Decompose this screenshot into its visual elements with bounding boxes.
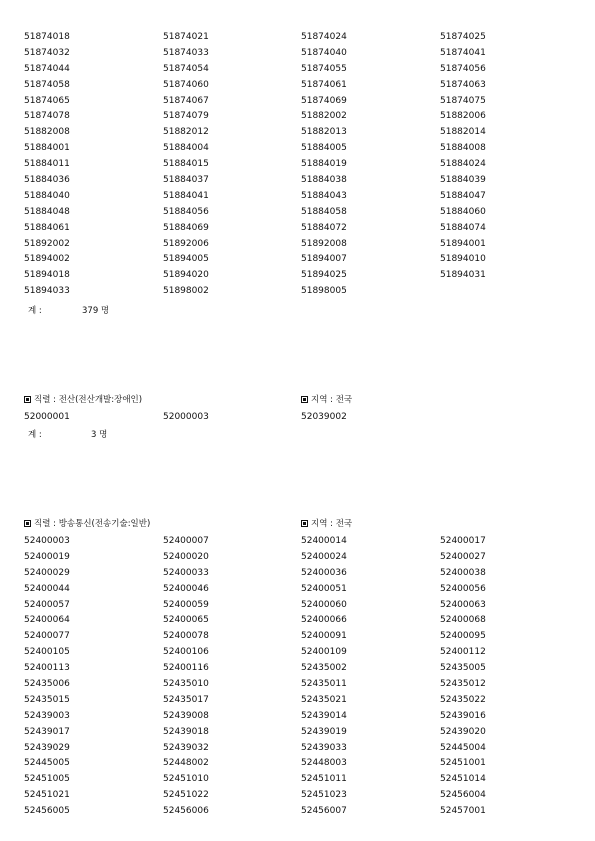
exam-number-cell: 51894010 [440, 254, 486, 265]
exam-number-cell: 51884036 [24, 175, 70, 186]
exam-number-cell: 51884058 [301, 206, 347, 217]
exam-number-cell: 51892002 [24, 238, 70, 249]
region-label: 지역 : 전국 [311, 395, 353, 405]
exam-number-cell: 52400020 [163, 551, 209, 562]
exam-number-cell: 51884069 [163, 222, 209, 233]
exam-number-cell: 52439032 [163, 742, 209, 753]
exam-number-cell: 51884004 [163, 143, 209, 154]
exam-number-cell: 51892006 [163, 238, 209, 249]
exam-number-cell: 52448003 [301, 758, 347, 769]
exam-number-cell: 52400116 [163, 663, 209, 674]
exam-number-cell: 52435022 [440, 694, 486, 705]
exam-number-cell: 52400038 [440, 567, 486, 578]
exam-number-cell: 51874056 [440, 63, 486, 74]
exam-number-cell: 52451010 [163, 774, 209, 785]
exam-number-cell: 52400003 [24, 536, 70, 546]
section2-header [24, 393, 564, 407]
exam-number-cell: 52456007 [301, 806, 347, 817]
exam-number-cell: 52435012 [440, 679, 486, 690]
exam-number-cell: 52435006 [24, 679, 70, 690]
exam-number-cell: 51894025 [301, 270, 347, 281]
exam-number-cell: 52439008 [163, 710, 209, 721]
exam-number-cell: 52400033 [163, 567, 209, 578]
exam-number-cell: 52400027 [440, 551, 486, 562]
exam-number-cell: 52435021 [301, 694, 347, 705]
job-label-cell [24, 393, 142, 407]
exam-number-cell: 51884015 [163, 159, 209, 170]
exam-number-cell: 51884008 [440, 143, 486, 154]
region-label-cell [301, 393, 352, 407]
exam-number-cell: 51884038 [301, 175, 347, 186]
exam-number-cell: 51874018 [24, 32, 70, 42]
exam-number-cell: 52451005 [24, 774, 70, 785]
exam-number-cell: 51874078 [24, 111, 70, 122]
job-label: 직렬 : 방송통신(전송기술:일반) [34, 519, 151, 529]
total-count: 379 명 [82, 306, 110, 316]
square-bullet-icon [24, 396, 31, 403]
exam-number-cell: 51884024 [440, 159, 486, 170]
exam-number-cell: 52451011 [301, 774, 347, 785]
exam-number-cell: 51874032 [24, 47, 70, 58]
exam-number-cell: 52435011 [301, 679, 347, 690]
square-bullet-icon [301, 520, 308, 527]
exam-number-cell: 52400007 [163, 536, 209, 546]
exam-number-cell: 52400065 [163, 615, 209, 626]
exam-number-cell: 52400017 [440, 536, 486, 546]
number-grid-section2 [24, 410, 564, 426]
exam-number-cell: 52400063 [440, 599, 486, 610]
total-count: 3 명 [91, 430, 108, 440]
job-label: 직렬 : 전산(전산개발:장애인) [34, 395, 143, 405]
exam-number-cell: 52445004 [440, 742, 486, 753]
total-label: 계 : [28, 430, 42, 440]
exam-number-cell [440, 284, 564, 300]
number-grid-section1 [24, 30, 564, 300]
exam-number-cell: 51874063 [440, 79, 486, 90]
exam-number-cell: 52435017 [163, 694, 209, 705]
exam-number-cell: 51884040 [24, 190, 70, 201]
exam-number-cell: 52400056 [440, 583, 486, 594]
exam-number-cell: 52400051 [301, 583, 347, 594]
exam-number-cell: 52400109 [301, 647, 347, 658]
exam-number-cell: 52435005 [440, 663, 486, 674]
exam-number-cell: 51874065 [24, 95, 70, 106]
total-label: 계 : [28, 306, 42, 316]
exam-number-cell: 52400036 [301, 567, 347, 578]
exam-number-cell: 52451001 [440, 758, 486, 769]
exam-number-cell: 52400046 [163, 583, 209, 594]
exam-number-cell: 52400068 [440, 615, 486, 626]
exam-number-cell: 52451014 [440, 774, 486, 785]
exam-number-cell: 51874079 [163, 111, 209, 122]
exam-number-cell: 51894020 [163, 270, 209, 281]
exam-number-cell: 51894018 [24, 270, 70, 281]
section3-header [24, 517, 564, 531]
exam-number-cell: 51892008 [301, 238, 347, 249]
exam-number-cell: 52439033 [301, 742, 347, 753]
exam-number-cell: 51882014 [440, 127, 486, 138]
exam-number-cell: 52400091 [301, 631, 347, 642]
exam-number-cell: 51874025 [440, 32, 486, 42]
region-label: 지역 : 전국 [311, 519, 353, 529]
exam-number-cell: 51884043 [301, 190, 347, 201]
exam-number-cell: 52400014 [301, 536, 347, 546]
exam-number-cell: 51874069 [301, 95, 347, 106]
exam-number-cell: 52000001 [24, 412, 70, 422]
exam-number-cell: 52400029 [24, 567, 70, 578]
exam-number-cell: 51882013 [301, 127, 347, 138]
exam-number-cell: 51898002 [163, 286, 209, 297]
exam-number-cell: 52439014 [301, 710, 347, 721]
exam-number-cell: 51884039 [440, 175, 486, 186]
exam-number-cell: 51884041 [163, 190, 209, 201]
exam-number-cell: 52448002 [163, 758, 209, 769]
exam-number-cell: 52400059 [163, 599, 209, 610]
exam-number-cell: 51882006 [440, 111, 486, 122]
exam-number-cell: 51874044 [24, 63, 70, 74]
number-grid-section3 [24, 534, 564, 820]
exam-number-cell: 52439017 [24, 726, 70, 737]
exam-number-cell: 51874055 [301, 63, 347, 74]
exam-number-cell: 52400057 [24, 599, 70, 610]
exam-number-cell: 51874054 [163, 63, 209, 74]
exam-number-cell: 51874060 [163, 79, 209, 90]
exam-number-cell: 52435015 [24, 694, 70, 705]
exam-number-cell: 51884048 [24, 206, 70, 217]
exam-number-cell: 52400060 [301, 599, 347, 610]
exam-number-cell: 51894031 [440, 270, 486, 281]
exam-number-cell: 52456006 [163, 806, 209, 817]
exam-number-cell [440, 410, 564, 426]
exam-number-cell: 52445005 [24, 758, 70, 769]
exam-number-cell: 52439018 [163, 726, 209, 737]
exam-number-cell: 52451021 [24, 790, 70, 801]
square-bullet-icon [24, 520, 31, 527]
exam-number-cell: 52400095 [440, 631, 486, 642]
exam-number-cell: 51874024 [301, 32, 347, 42]
exam-number-cell: 51894002 [24, 254, 70, 265]
exam-number-cell: 52000003 [163, 412, 209, 422]
exam-number-cell: 51884019 [301, 159, 347, 170]
exam-number-cell: 51874040 [301, 47, 347, 58]
exam-number-cell: 51884005 [301, 143, 347, 154]
total-row-section2 [28, 429, 108, 441]
exam-number-cell: 52400112 [440, 647, 486, 658]
job-label-cell [24, 517, 150, 531]
exam-number-cell: 51874041 [440, 47, 486, 58]
exam-number-cell: 51874067 [163, 95, 209, 106]
region-label-cell [301, 517, 352, 531]
exam-number-cell: 52456005 [24, 806, 70, 817]
exam-number-cell: 51884061 [24, 222, 70, 233]
exam-number-cell: 52400078 [163, 631, 209, 642]
exam-number-cell: 51884074 [440, 222, 486, 233]
exam-number-cell: 52439020 [440, 726, 486, 737]
exam-number-cell: 51884056 [163, 206, 209, 217]
exam-number-cell: 52439029 [24, 742, 70, 753]
exam-number-cell: 51898005 [301, 286, 347, 297]
exam-number-cell: 51884011 [24, 159, 70, 170]
exam-number-cell: 51894001 [440, 238, 486, 249]
exam-number-cell: 52400106 [163, 647, 209, 658]
exam-number-cell: 51884001 [24, 143, 70, 154]
exam-number-cell: 52457001 [440, 806, 486, 817]
exam-number-cell: 52400105 [24, 647, 70, 658]
exam-number-cell: 52400113 [24, 663, 70, 674]
exam-number-cell: 52400064 [24, 615, 70, 626]
exam-number-cell: 52400024 [301, 551, 347, 562]
exam-number-cell: 51884072 [301, 222, 347, 233]
exam-number-cell: 52439016 [440, 710, 486, 721]
exam-number-cell: 51882008 [24, 127, 70, 138]
exam-number-cell: 51884047 [440, 190, 486, 201]
exam-number-cell: 51894007 [301, 254, 347, 265]
total-row-section1 [28, 305, 110, 317]
exam-number-cell: 52451022 [163, 790, 209, 801]
exam-number-cell: 51874075 [440, 95, 486, 106]
exam-number-cell: 51874021 [163, 32, 209, 42]
square-bullet-icon [301, 396, 308, 403]
exam-number-cell: 51874033 [163, 47, 209, 58]
exam-number-cell: 52400066 [301, 615, 347, 626]
exam-number-cell: 52439003 [24, 710, 70, 721]
exam-number-cell: 51874061 [301, 79, 347, 90]
exam-number-cell: 52400077 [24, 631, 70, 642]
exam-number-cell: 51884037 [163, 175, 209, 186]
exam-number-cell: 52400044 [24, 583, 70, 594]
exam-number-cell: 52435010 [163, 679, 209, 690]
exam-number-cell: 52039002 [301, 412, 347, 422]
exam-number-cell: 51894005 [163, 254, 209, 265]
exam-number-cell: 52435002 [301, 663, 347, 674]
exam-number-cell: 51884060 [440, 206, 486, 217]
exam-number-cell: 51874058 [24, 79, 70, 90]
exam-number-cell: 51882012 [163, 127, 209, 138]
exam-number-cell: 52439019 [301, 726, 347, 737]
exam-number-cell: 51894033 [24, 286, 70, 297]
exam-number-cell: 52400019 [24, 551, 70, 562]
exam-number-cell: 51882002 [301, 111, 347, 122]
exam-number-cell: 52451023 [301, 790, 347, 801]
exam-number-cell: 52456004 [440, 790, 486, 801]
